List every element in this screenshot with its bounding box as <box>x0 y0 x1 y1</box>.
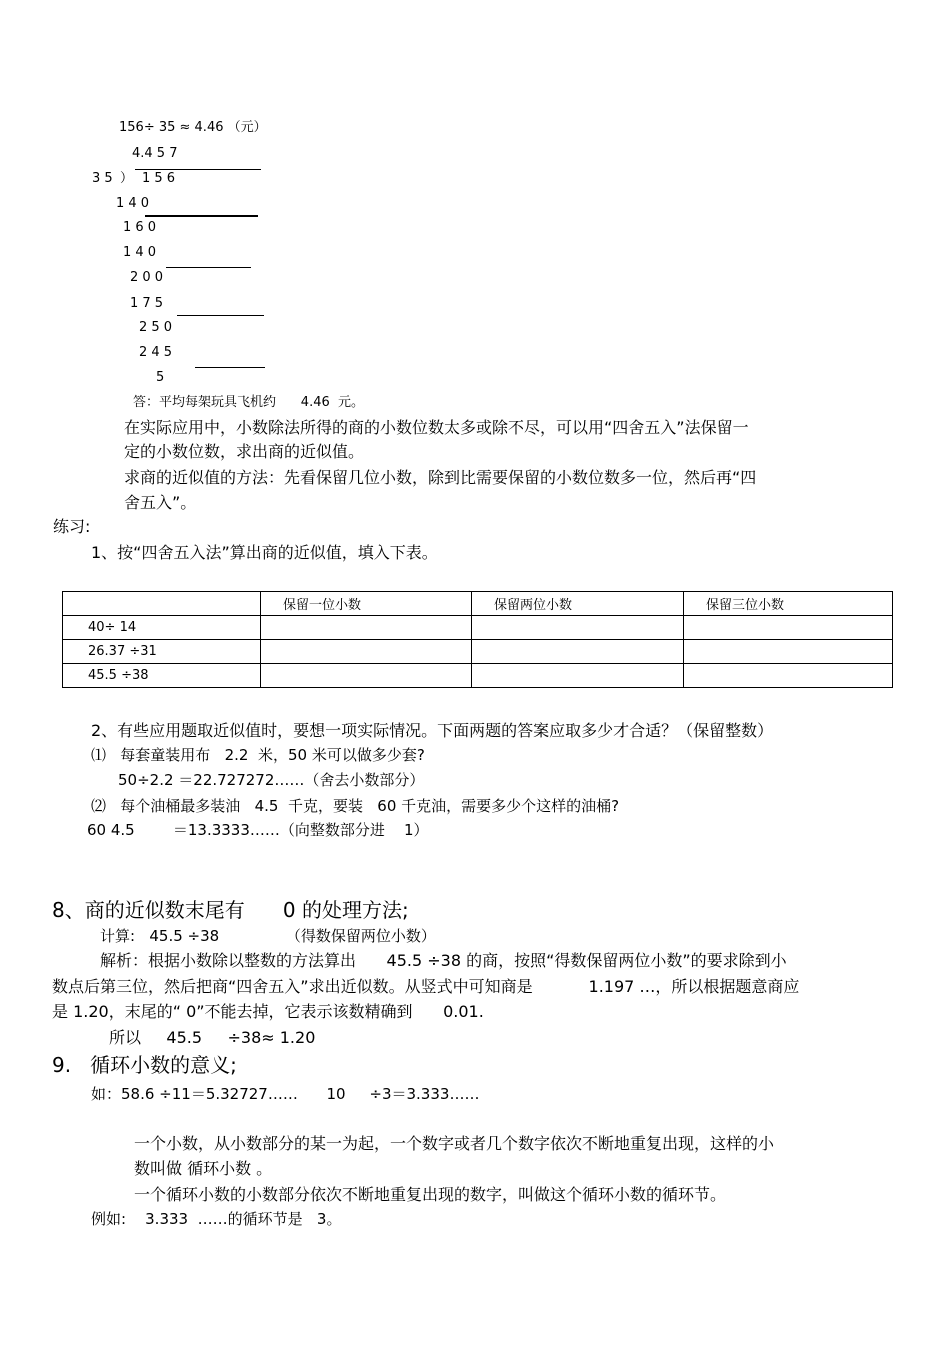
practice-question-2-1-calc: 50÷2.2 ＝22.727272……（舍去小数部分） <box>118 771 425 789</box>
section-8-analysis: 是 1.20，末尾的“ 0”不能去掉，它表示该数精确到 0.01. <box>52 1002 484 1021</box>
division-step-line <box>177 315 264 316</box>
practice-question-2: 2、有些应用题取近似值时，要想一项实际情况。下面两题的答案应取多少才合适？（保留整数） <box>91 721 774 740</box>
table-cell[interactable] <box>261 664 472 688</box>
section-8-title: 8、商的近似数末尾有 0 的处理方法; <box>52 898 409 922</box>
approximation-table <box>62 591 893 688</box>
division-step: 2 0 0 <box>130 270 164 285</box>
explain-paragraph-1: 在实际应用中，小数除法所得的商的小数位数太多或除不尽，可以用“四舍五入”法保留一 <box>124 418 749 437</box>
division-divisor: 3 5 <box>92 171 113 186</box>
practice-question-2-1: ⑴ 每套童装用布 2.2 米，50 米可以做多少套? <box>91 746 425 764</box>
section-9-example-2: 例如: 3.333 ……的循环节是 3。 <box>91 1210 342 1228</box>
table-cell[interactable] <box>261 640 472 664</box>
table-header-cell <box>63 592 261 616</box>
division-step: 1 4 0 <box>116 196 150 211</box>
practice-question-1: 1、按“四舍五入法”算出商的近似值，填入下表。 <box>91 543 438 562</box>
table-header-row <box>63 592 893 616</box>
table-cell: 45.5 ÷38 <box>63 664 261 688</box>
practice-question-2-2-calc: 60 4.5 ＝13.3333……（向整数部分进 1） <box>87 821 429 839</box>
division-step-line <box>145 215 258 217</box>
table-cell[interactable] <box>472 616 684 640</box>
explain-paragraph-1: 定的小数位数，求出商的近似值。 <box>124 442 365 461</box>
table-cell[interactable] <box>684 640 893 664</box>
division-step: 2 5 0 <box>139 320 173 335</box>
division-quotient: 4.4 5 7 <box>132 146 178 161</box>
table-row <box>63 640 893 664</box>
division-step-line <box>166 267 251 268</box>
table-cell: 40÷ 14 <box>63 616 261 640</box>
table-cell: 26.37 ÷31 <box>63 640 261 664</box>
division-step: 1 7 5 <box>130 296 164 311</box>
section-9-title: 9. 循环小数的意义; <box>52 1053 237 1077</box>
section-8-analysis: 解析：根据小数除以整数的方法算出 45.5 ÷38 的商，按照“得数保留两位小数”的要求除到小 <box>100 951 787 970</box>
section-9-definition: 数叫做 循环小数 。 <box>134 1159 273 1178</box>
division-step: 1 4 0 <box>123 245 157 260</box>
division-remainder: 5 <box>156 370 165 385</box>
table-cell[interactable] <box>472 640 684 664</box>
table-cell[interactable] <box>261 616 472 640</box>
division-step-line <box>195 367 265 368</box>
division-answer: 答：平均每架玩具飞机约 4.46 元。 <box>133 395 365 410</box>
division-bar <box>135 169 261 170</box>
practice-label: 练习: <box>53 517 91 536</box>
section-8-calc: 计算: 45.5 ÷38 （得数保留两位小数） <box>100 927 436 945</box>
division-header: 156÷ 35 ≈ 4.46 （元） <box>119 120 267 135</box>
table-row <box>63 664 893 688</box>
division-bracket: ） <box>120 171 134 186</box>
division-step: 2 4 5 <box>139 345 173 360</box>
division-dividend: 1 5 6 <box>142 171 176 186</box>
table-cell[interactable] <box>472 664 684 688</box>
explain-paragraph-2: 舍五入”。 <box>124 493 197 512</box>
section-9-definition-2: 一个循环小数的小数部分依次不断地重复出现的数字，叫做这个循环小数的循环节。 <box>134 1185 727 1204</box>
table-header-cell: 保留两位小数 <box>472 592 684 616</box>
section-8-analysis: 数点后第三位，然后把商“四舍五入”求出近似数。从竖式中可知商是 1.197 …，所以根据题意商应 <box>52 977 800 996</box>
table-header-cell: 保留三位小数 <box>684 592 893 616</box>
explain-paragraph-2: 求商的近似值的方法：先看保留几位小数，除到比需要保留的小数位数多一位，然后再“四 <box>124 468 757 487</box>
table-cell[interactable] <box>684 616 893 640</box>
section-8-result: 所以 45.5 ÷38≈ 1.20 <box>109 1028 316 1047</box>
table-row <box>63 616 893 640</box>
table-header-cell: 保留一位小数 <box>261 592 472 616</box>
section-9-definition: 一个小数，从小数部分的某一为起，一个数字或者几个数字依次不断地重复出现，这样的小 <box>134 1134 775 1153</box>
table-cell[interactable] <box>684 664 893 688</box>
section-9-example: 如：58.6 ÷11＝5.32727…… 10 ÷3＝3.333…… <box>91 1085 480 1103</box>
practice-question-2-2: ⑵ 每个油桶最多装油 4.5 千克，要装 60 千克油，需要多少个这样的油桶? <box>91 797 620 815</box>
division-step: 1 6 0 <box>123 220 157 235</box>
